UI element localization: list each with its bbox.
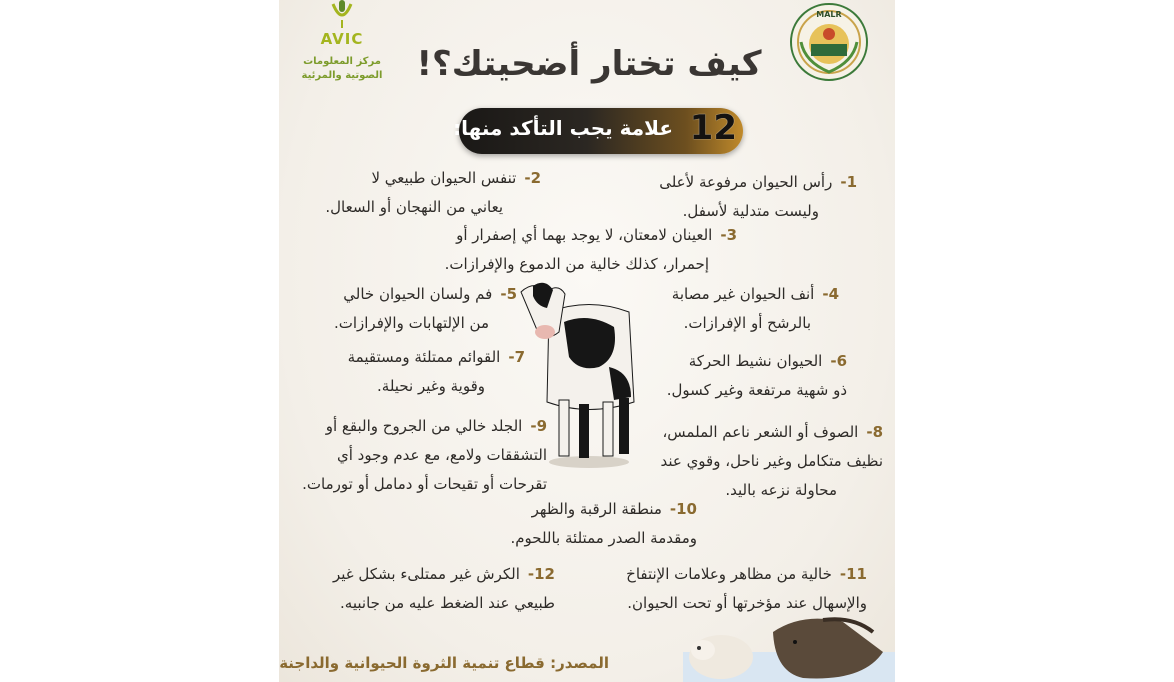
item-text: أنف الحيوان غير مصابة <box>671 285 815 303</box>
item-7 <box>348 343 525 401</box>
item-12 <box>333 560 555 618</box>
item-text: وقوية وغير نحيلة. <box>377 377 485 395</box>
item-9 <box>302 412 547 499</box>
item-text: رأس الحيوان مرفوعة لأعلى <box>659 173 833 191</box>
item-text: الجلد خالي من الجروح والبقع أو <box>325 417 523 435</box>
item-number: 4- <box>822 285 839 303</box>
item-text: العينان لامعتان، لا يوجد بهما أي إصفرار أو <box>456 226 713 244</box>
item-text: من الإلتهابات والإفرازات. <box>333 314 489 332</box>
item-5 <box>334 280 517 338</box>
item-number: 2- <box>524 169 541 187</box>
item-2 <box>325 164 541 222</box>
item-text: نظيف متكامل وغير ناحل، وقوي عند <box>660 452 883 470</box>
item-text: خالية من مظاهر وعلامات الإنتفاخ <box>626 565 832 583</box>
microphone-icon <box>327 0 357 30</box>
item-text: تقرحات أو تقيحات أو دمامل أو تورمات. <box>302 475 547 493</box>
item-text: محاولة نزعه باليد. <box>725 481 837 499</box>
page-title: كيف تختار أضحيتك؟! <box>416 44 762 84</box>
item-text: والإسهال عند مؤخرتها أو تحت الحيوان. <box>627 594 867 612</box>
sheep-goat-illustration <box>683 612 895 682</box>
item-text: القوائم ممتلئة ومستقيمة <box>347 348 501 366</box>
source-credit: المصدر: قطاع تنمية الثروة الحيوانية والداجنة <box>279 654 609 672</box>
item-number: 12- <box>527 565 555 583</box>
item-3 <box>445 221 737 279</box>
item-4 <box>672 280 839 338</box>
item-text: ذو شهية مرتفعة وغير كسول. <box>666 381 847 399</box>
item-6 <box>667 347 847 405</box>
item-text: الكرش غير ممتلىء بشكل غير <box>332 565 520 583</box>
avic-logo <box>297 0 387 90</box>
infographic-poster <box>279 0 895 682</box>
item-text: يعاني من النهجان أو السعال. <box>325 198 503 216</box>
item-8 <box>660 418 883 505</box>
avic-text: AVIC <box>320 30 364 48</box>
item-text: ومقدمة الصدر ممتلئة باللحوم. <box>510 529 697 547</box>
banner-number: 12 <box>689 108 737 148</box>
item-text: الصوف أو الشعر ناعم الملمس، <box>662 423 859 441</box>
item-text: طبيعي عند الضغط عليه من جانبيه. <box>340 594 555 612</box>
item-text: تنفس الحيوان طبيعي لا <box>371 169 517 187</box>
item-10 <box>510 495 697 553</box>
avic-subtitle-line2: الصوتية والمرئية <box>301 70 383 81</box>
item-number: 7- <box>508 348 525 366</box>
malr-seal-logo <box>789 2 869 82</box>
item-number: 10- <box>669 500 697 518</box>
malr-text: MALR <box>816 10 842 19</box>
banner-text: علامة يجب التأكد منها: <box>453 116 673 140</box>
item-number: 11- <box>839 565 867 583</box>
item-text: الحيوان نشيط الحركة <box>688 352 823 370</box>
item-text: فم ولسان الحيوان خالي <box>343 285 493 303</box>
item-number: 6- <box>830 352 847 370</box>
item-11 <box>626 560 867 618</box>
item-1 <box>659 168 857 226</box>
item-text: منطقة الرقبة والظهر <box>531 500 662 518</box>
item-text: إحمرار، كذلك خالية من الدموع والإفرازات. <box>444 255 709 273</box>
item-number: 5- <box>500 285 517 303</box>
item-text: بالرشح أو الإفرازات. <box>683 314 811 332</box>
cow-illustration <box>519 272 659 472</box>
item-text: التشققات ولامع، مع عدم وجود أي <box>337 446 547 464</box>
item-number: 9- <box>530 417 547 435</box>
item-number: 3- <box>720 226 737 244</box>
avic-subtitle-line1: مركز المعلومات <box>303 56 381 67</box>
item-number: 1- <box>840 173 857 191</box>
item-text: وليست متدلية لأسفل. <box>682 202 819 220</box>
signs-count-banner <box>453 108 743 154</box>
item-number: 8- <box>866 423 883 441</box>
